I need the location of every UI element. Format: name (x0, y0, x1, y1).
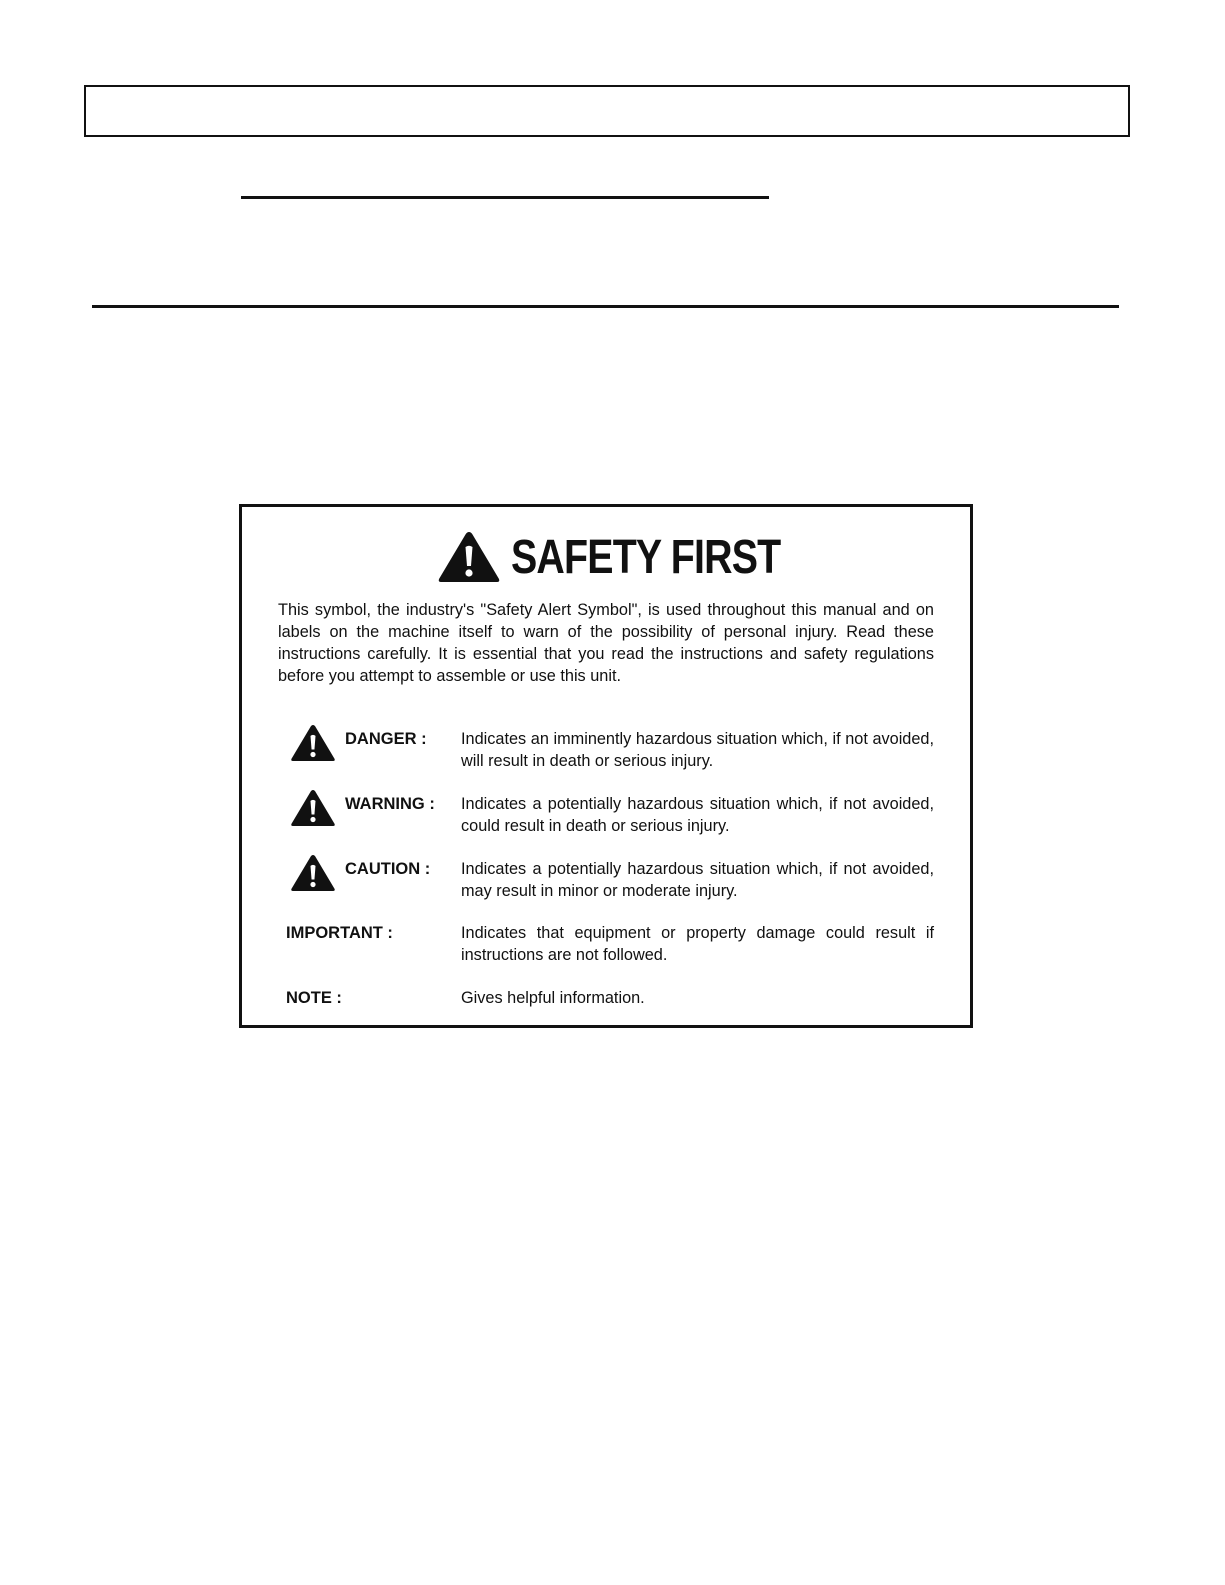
safety-alert-triangle-icon (437, 530, 501, 584)
safety-intro-text: This symbol, the industry's "Safety Alert Symbol", is used throughout this manual and on labels on the machine itself to warn of the possibility of personal injury. Read these instructions carefully. It is essential that you read the instructions and safety regulations before you attempt to assemble or use this unit. (278, 601, 934, 685)
safety-alert-triangle-icon (290, 852, 336, 894)
caution-entry (286, 858, 936, 906)
safety-title: SAFETY FIRST (511, 530, 781, 584)
safety-title-row (437, 529, 839, 585)
safety-alert-triangle-icon (290, 787, 336, 829)
warning-description: Indicates a potentially hazardous situation which, if not avoided, could result in death or serious injury. (461, 795, 934, 835)
note-entry (286, 987, 936, 1035)
title-underline (241, 196, 769, 199)
danger-label: DANGER : (345, 730, 427, 748)
danger-entry (286, 728, 936, 776)
caution-description: Indicates a potentially hazardous situation which, if not avoided, may result in minor or moderate injury. (461, 860, 934, 900)
safety-first-box (239, 504, 973, 1028)
note-label: NOTE : (286, 989, 342, 1007)
important-label: IMPORTANT : (286, 924, 393, 942)
safety-alert-triangle-icon (290, 722, 336, 764)
section-divider (92, 305, 1119, 308)
important-entry (286, 922, 936, 970)
warning-entry (286, 793, 936, 841)
header-box (84, 85, 1130, 137)
important-description: Indicates that equipment or property damage could result if instructions are not followed. (461, 924, 934, 964)
caution-label: CAUTION : (345, 860, 431, 878)
danger-description: Indicates an imminently hazardous situation which, if not avoided, will result in death or serious injury. (461, 730, 934, 770)
warning-label: WARNING : (345, 795, 435, 813)
note-description: Gives helpful information. (461, 989, 645, 1007)
